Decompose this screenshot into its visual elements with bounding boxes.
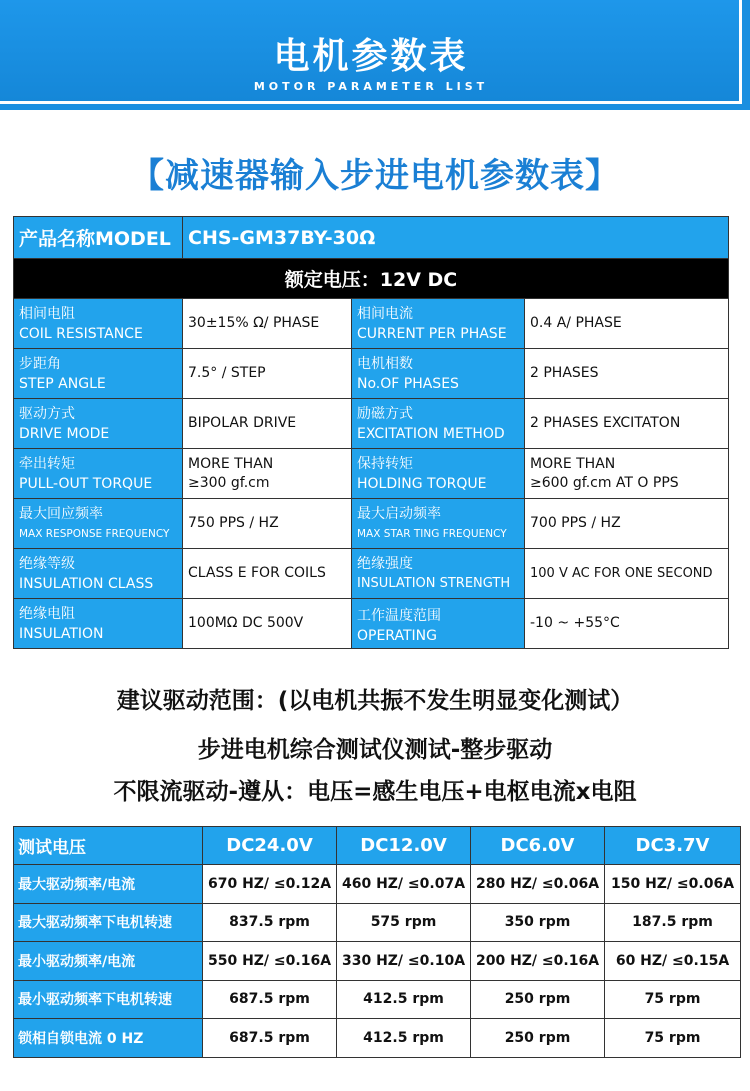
param-label-en: MAX STAR TING FREQUENCY <box>357 527 507 540</box>
page-title: 电机参数表 <box>273 36 469 77</box>
param-label <box>352 549 525 599</box>
param-label <box>352 449 525 499</box>
param-value: BIPOLAR DRIVE <box>183 399 352 449</box>
test-cell: 575 rpm <box>337 903 471 942</box>
param-label <box>352 299 525 349</box>
param-label-cn: 步距角 <box>19 355 61 372</box>
param-value: 2 PHASES <box>525 349 729 399</box>
param-label <box>14 549 183 599</box>
test-method-note: 步进电机综合测试仪测试-整步驱动 <box>197 737 553 763</box>
param-label-cn: 绝缘电阻 <box>19 605 75 622</box>
param-value: 0.4 A/ PHASE <box>525 299 729 349</box>
param-value-line: ≥300 gf.cm <box>188 474 270 491</box>
test-cell: 187.5 rpm <box>605 903 741 942</box>
test-header-cell: DC6.0V <box>471 827 605 865</box>
header-bar <box>0 0 742 104</box>
param-value <box>183 449 352 499</box>
test-row-label: 最小驱动频率/电流 <box>14 942 203 981</box>
test-cell: 412.5 rpm <box>337 1019 471 1058</box>
test-cell: 687.5 rpm <box>203 980 337 1019</box>
param-label-en: INSULATION STRENGTH <box>357 575 511 591</box>
section-title: 【减速器输入步进电机参数表】 <box>130 156 620 196</box>
table-row <box>14 903 741 942</box>
param-value <box>525 449 729 499</box>
table-row <box>14 549 729 599</box>
param-label-en: STEP ANGLE <box>19 375 106 392</box>
test-cell: 75 rpm <box>605 1019 741 1058</box>
test-header-cell: DC12.0V <box>337 827 471 865</box>
table-row <box>14 349 729 399</box>
test-cell: 330 HZ/ ≤0.10A <box>337 942 471 981</box>
test-cell: 550 HZ/ ≤0.16A <box>203 942 337 981</box>
param-label-en: EXCITATION METHOD <box>357 425 505 442</box>
param-label-en: TEMPERATURE <box>357 647 459 664</box>
test-cell: 350 rpm <box>471 903 605 942</box>
param-label-en: CURRENT PER PHASE <box>357 325 507 342</box>
test-cell: 460 HZ/ ≤0.07A <box>337 865 471 904</box>
page-subtitle: MOTOR PARAMETER LIST <box>253 80 489 93</box>
drive-range-note: 建议驱动范围：(以电机共振不发生明显变化测试） <box>116 688 634 714</box>
param-label-cn: 励磁方式 <box>357 405 413 422</box>
test-cell: 280 HZ/ ≤0.06A <box>471 865 605 904</box>
param-label-cn: 保持转矩 <box>357 455 413 472</box>
param-value: 7.5° / STEP <box>183 349 352 399</box>
param-label-cn: 牵出转矩 <box>19 455 75 472</box>
param-label <box>14 349 183 399</box>
param-label-en: HOLDING TORQUE <box>357 475 487 492</box>
param-label-cn: 最大回应频率 <box>19 505 103 522</box>
table-row <box>14 299 729 349</box>
model-row <box>14 217 729 259</box>
table-row <box>14 399 729 449</box>
test-cell: 687.5 rpm <box>203 1019 337 1058</box>
param-label-en: INSULATION CLASS <box>19 575 154 592</box>
param-label-en: OPERATING <box>357 627 437 644</box>
table-row <box>14 1019 741 1058</box>
param-label-en: MAX RESPONSE FREQUENCY <box>19 527 170 540</box>
table-row <box>14 499 729 549</box>
test-table <box>13 826 741 1058</box>
param-label <box>14 399 183 449</box>
param-value: 2 PHASES EXCITATON <box>525 399 729 449</box>
param-label-cn: 工作温度范围 <box>357 607 441 624</box>
test-header-cell: DC24.0V <box>203 827 337 865</box>
test-row-label: 最小驱动频率下电机转速 <box>14 980 203 1019</box>
model-value: CHS-GM37BY-30Ω <box>183 217 729 259</box>
param-label <box>352 399 525 449</box>
table-row <box>14 942 741 981</box>
param-value-line: MORE THAN <box>530 455 616 472</box>
param-label-cn: 绝缘强度 <box>357 555 413 572</box>
test-cell: 412.5 rpm <box>337 980 471 1019</box>
param-label-en: PULL-OUT TORQUE <box>19 475 153 492</box>
table-row <box>14 980 741 1019</box>
param-value-line: ≥600 gf.cm AT O PPS <box>530 474 679 491</box>
param-label-en: INSULATION <box>19 625 104 642</box>
param-label <box>352 499 525 549</box>
param-label <box>14 599 183 649</box>
param-label-en: No.OF PHASES <box>357 375 459 392</box>
param-label-cn: 电机相数 <box>357 355 413 372</box>
param-label <box>14 499 183 549</box>
test-cell: 250 rpm <box>471 980 605 1019</box>
drive-formula-note: 不限流驱动-遵从：电压=感生电压+电枢电流x电阻 <box>113 779 637 805</box>
param-value: 700 PPS / HZ <box>525 499 729 549</box>
param-label-cn: 相间电流 <box>357 305 413 322</box>
param-label <box>352 349 525 399</box>
param-label-cn: 驱动方式 <box>19 405 75 422</box>
param-label-cn: 最大启动频率 <box>357 505 441 522</box>
param-label-en: COIL RESISTANCE <box>19 325 143 342</box>
rated-voltage: 额定电压：12V DC <box>14 259 729 299</box>
test-table-header <box>14 827 741 865</box>
test-cell: 200 HZ/ ≤0.16A <box>471 942 605 981</box>
model-label: 产品名称MODEL <box>14 217 183 259</box>
param-label-cn: 相间电阻 <box>19 305 75 322</box>
parameter-table <box>13 216 729 664</box>
param-value: -10 ~ +55°C <box>525 599 729 649</box>
param-label-cn: 绝缘等级 <box>19 555 75 572</box>
test-cell: 150 HZ/ ≤0.06A <box>605 865 741 904</box>
param-value: CLASS E FOR COILS <box>183 549 352 599</box>
param-label <box>352 599 525 664</box>
test-header-cell: DC3.7V <box>605 827 741 865</box>
test-row-label: 锁相自锁电流 0 HZ <box>14 1019 203 1058</box>
test-cell: 75 rpm <box>605 980 741 1019</box>
table-row <box>14 865 741 904</box>
rated-voltage-row <box>14 259 729 299</box>
param-value: 100 V AC FOR ONE SECOND <box>525 549 729 599</box>
header-banner <box>0 0 750 110</box>
test-header-cell: 测试电压 <box>14 827 203 865</box>
test-cell: 837.5 rpm <box>203 903 337 942</box>
test-row-label: 最大驱动频率下电机转速 <box>14 903 203 942</box>
param-value: 30±15% Ω/ PHASE <box>183 299 352 349</box>
table-row <box>14 449 729 499</box>
test-row-label: 最大驱动频率/电流 <box>14 865 203 904</box>
param-value: 750 PPS / HZ <box>183 499 352 549</box>
table-row <box>14 599 729 649</box>
test-cell: 250 rpm <box>471 1019 605 1058</box>
test-cell: 60 HZ/ ≤0.15A <box>605 942 741 981</box>
param-label <box>14 449 183 499</box>
param-value-line: MORE THAN <box>188 455 274 472</box>
param-label-en: DRIVE MODE <box>19 425 110 442</box>
param-value: 100MΩ DC 500V <box>183 599 352 649</box>
test-cell: 670 HZ/ ≤0.12A <box>203 865 337 904</box>
param-label <box>14 299 183 349</box>
